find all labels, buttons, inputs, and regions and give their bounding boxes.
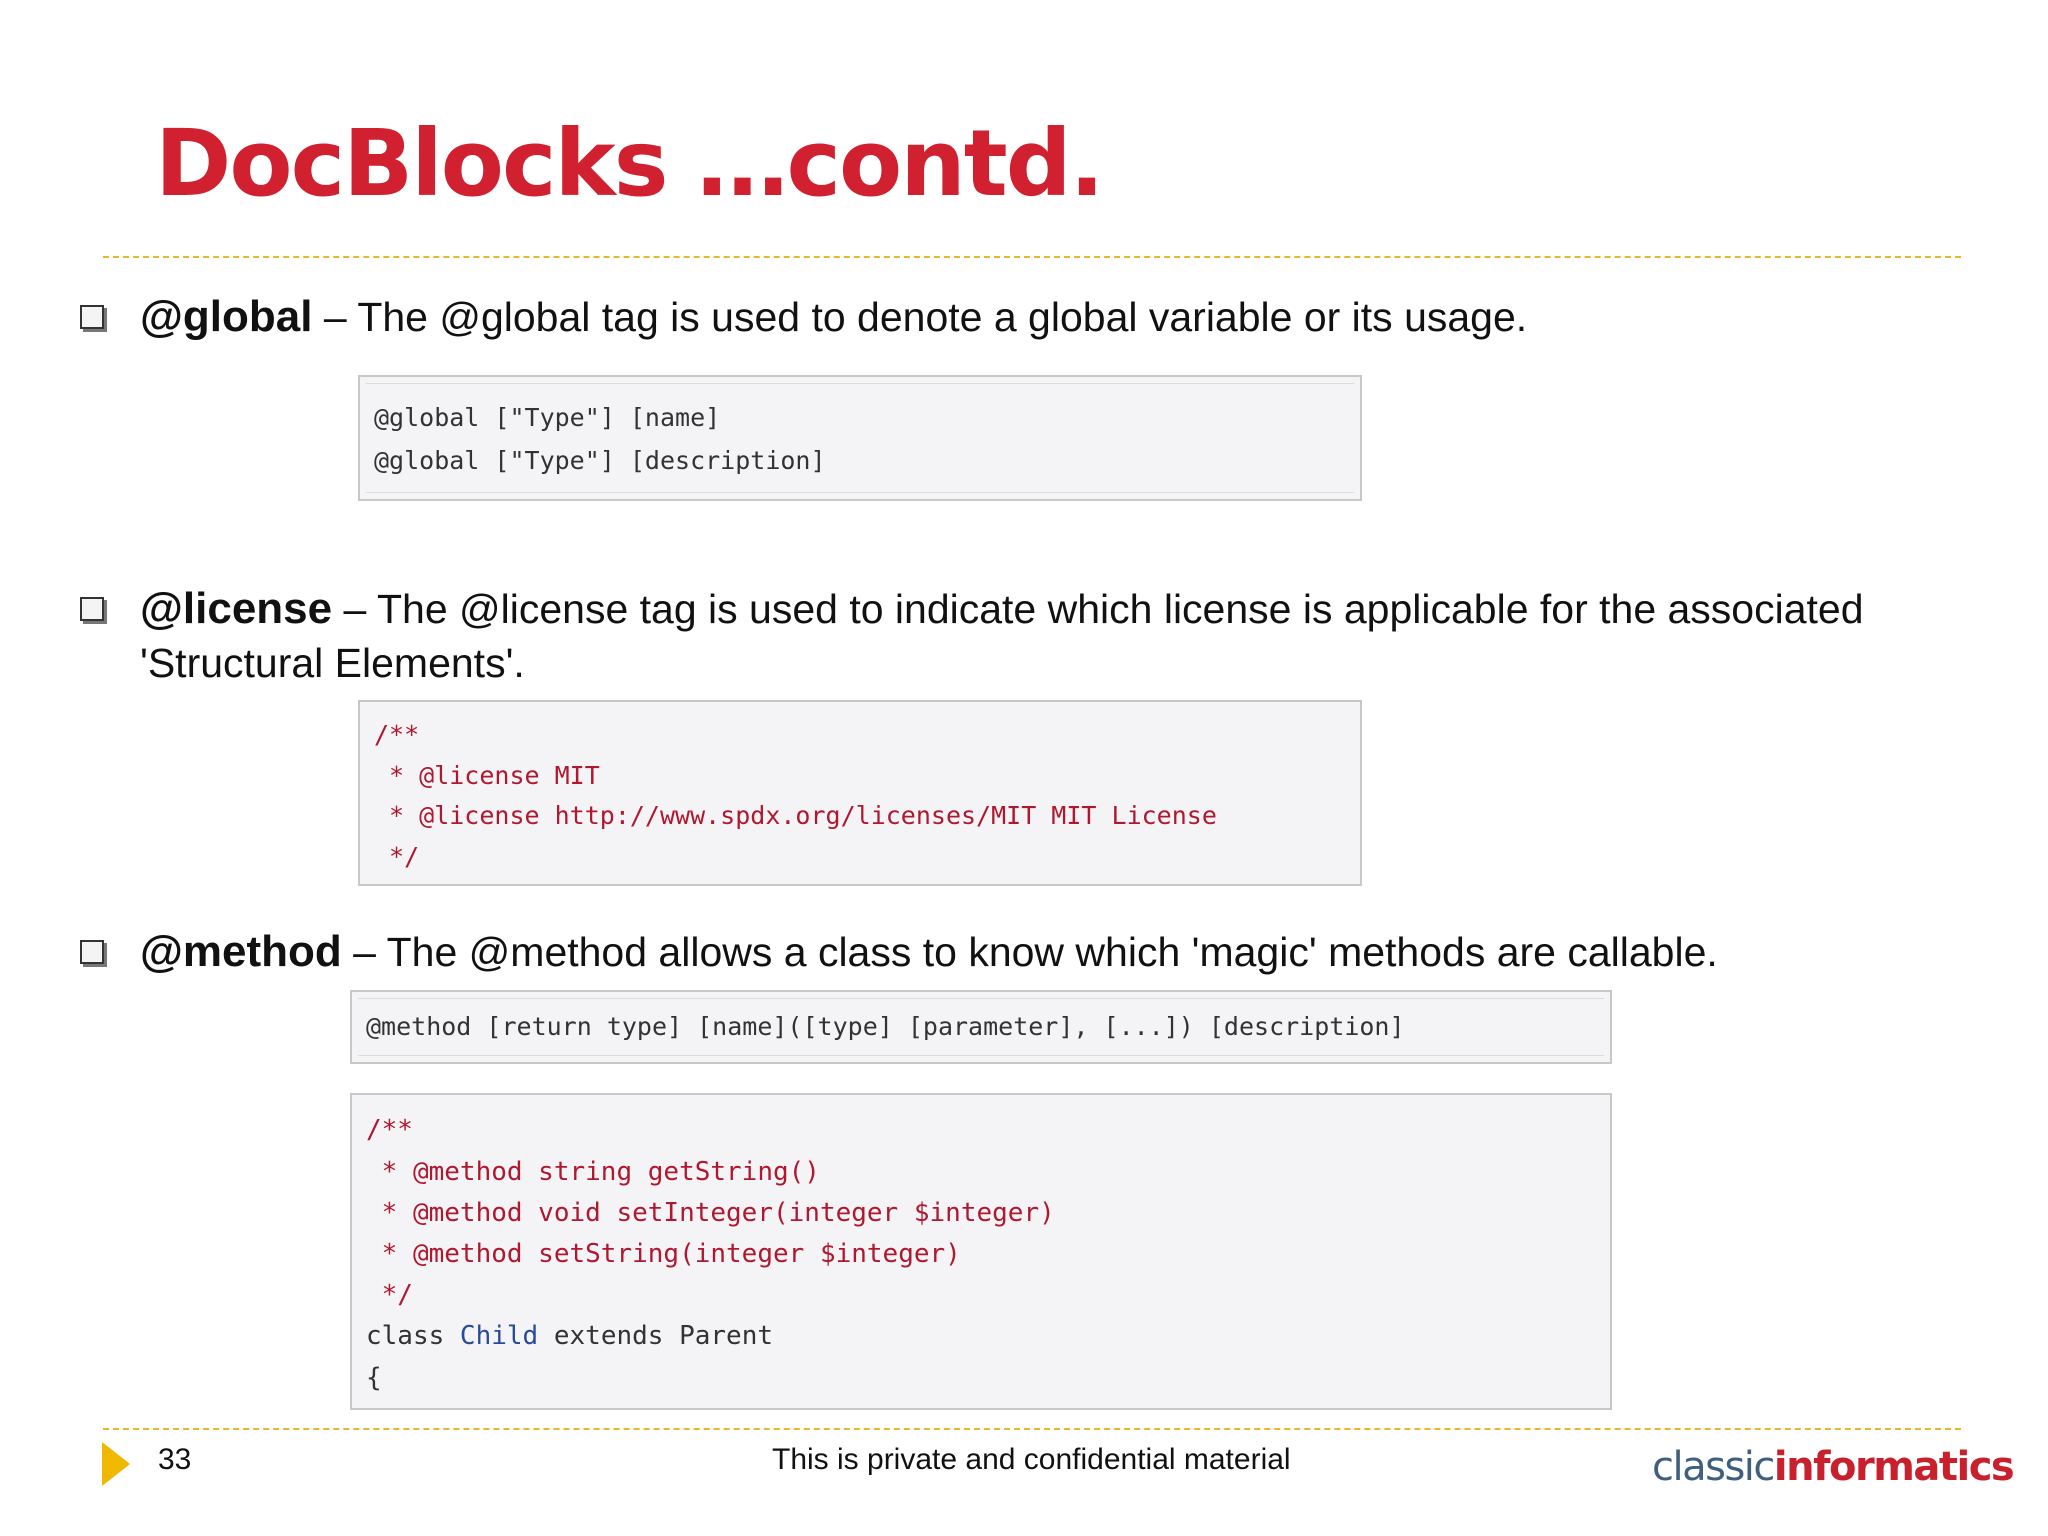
checkbox-bullet-icon bbox=[80, 940, 104, 964]
code-block-method-syntax bbox=[350, 990, 1612, 1064]
code-block-method-example bbox=[350, 1093, 1612, 1410]
code-line: /** bbox=[374, 720, 420, 749]
bullet-description: – The @method allows a class to know which 'magic' methods are callable. bbox=[341, 929, 1718, 975]
code-block-inner bbox=[366, 383, 1354, 493]
code-line: * @method setString(integer $integer) bbox=[366, 1239, 961, 1269]
bullet-global-text bbox=[140, 290, 1920, 344]
code-block-license bbox=[358, 700, 1362, 886]
code-line: * @license MIT bbox=[374, 761, 600, 790]
logo-text-informatics: informatics bbox=[1773, 1444, 2014, 1490]
footer-divider bbox=[103, 1428, 1961, 1430]
bullet-tag: @global bbox=[140, 292, 313, 341]
bullet-description: – The @license tag is used to indicate which license is applicable for the associated 'Structural Elements'. bbox=[140, 586, 1864, 686]
company-logo bbox=[1652, 1444, 2014, 1490]
bullet-tag: @license bbox=[140, 584, 333, 633]
class-keyword: class bbox=[366, 1321, 460, 1351]
code-line: */ bbox=[366, 1280, 413, 1310]
code-line-class bbox=[366, 1321, 773, 1351]
class-extends: extends Parent bbox=[538, 1321, 774, 1351]
code-line: { bbox=[366, 1363, 382, 1393]
code-line: @global ["Type"] [description] bbox=[374, 446, 826, 475]
code-line: * @license http://www.spdx.org/licenses/MIT MIT License bbox=[374, 801, 1217, 830]
code-line: * @method string getString() bbox=[366, 1157, 820, 1187]
bullet-description: – The @global tag is used to denote a global variable or its usage. bbox=[312, 294, 1528, 340]
bullet-method-text bbox=[140, 925, 1920, 979]
code-line: @method [return type] [name]([type] [parameter], [...]) [description] bbox=[366, 1012, 1405, 1041]
checkbox-bullet-icon bbox=[80, 597, 104, 621]
code-block-global bbox=[358, 375, 1362, 501]
checkbox-bullet-icon bbox=[80, 305, 104, 329]
slide-title: DocBlocks …contd. bbox=[155, 110, 1103, 217]
bullet-license-text bbox=[140, 582, 1920, 690]
code-line: */ bbox=[374, 842, 420, 871]
class-name: Child bbox=[459, 1321, 539, 1351]
title-divider bbox=[103, 256, 1961, 258]
code-line: @global ["Type"] [name] bbox=[374, 403, 721, 432]
code-line: * @method void setInteger(integer $integer) bbox=[366, 1198, 1055, 1228]
bullet-tag: @method bbox=[140, 927, 342, 976]
logo-text-classic: classic bbox=[1652, 1444, 1774, 1490]
code-line: /** bbox=[366, 1115, 413, 1145]
page-number: 33 bbox=[158, 1443, 192, 1476]
triangle-arrow-icon bbox=[102, 1442, 130, 1486]
confidential-notice: This is private and confidential material bbox=[772, 1443, 1291, 1476]
